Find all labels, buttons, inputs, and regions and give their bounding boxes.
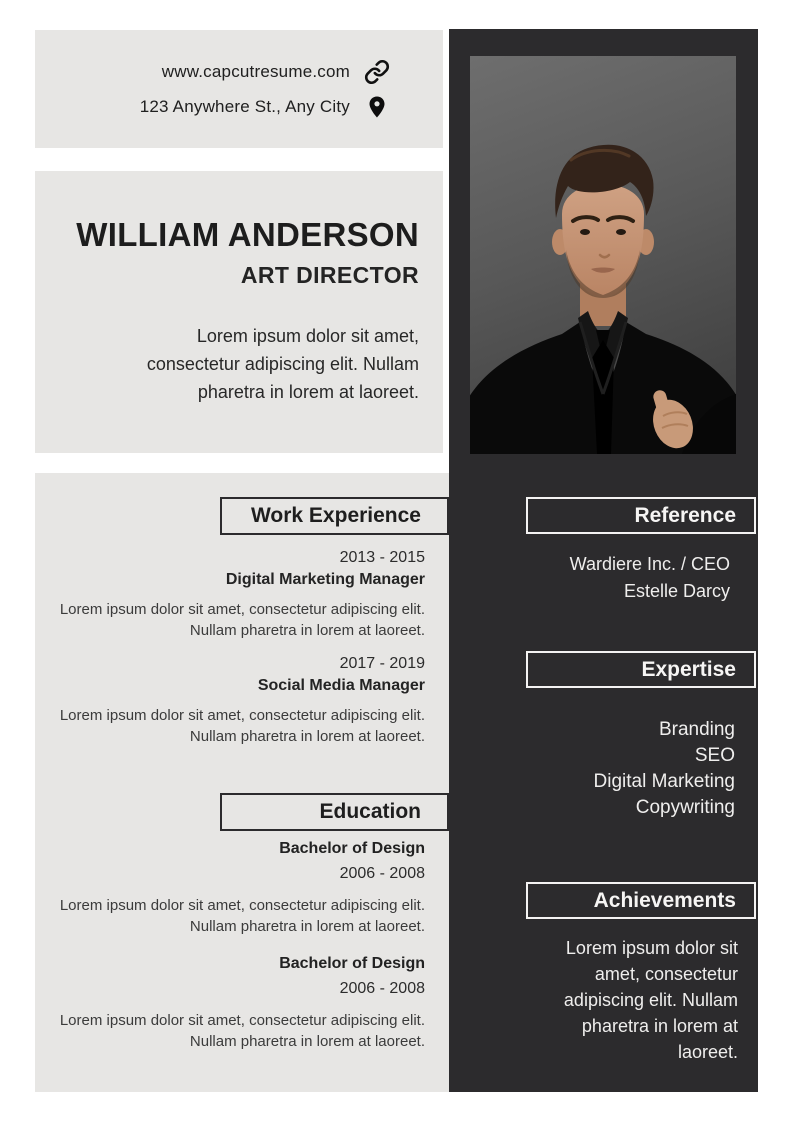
reference-details bbox=[449, 551, 758, 605]
left-column bbox=[35, 30, 449, 1092]
person-name: WILLIAM ANDERSON bbox=[76, 216, 419, 253]
address-text: 123 Anywhere St., Any City bbox=[139, 96, 350, 116]
work-entry-dates: 2017 - 2019 bbox=[339, 655, 425, 672]
name-block bbox=[35, 171, 443, 453]
reference-name: Estelle Darcy bbox=[623, 581, 730, 601]
link-icon[interactable] bbox=[364, 59, 390, 85]
education-degree: Bachelor of Design bbox=[279, 955, 425, 972]
work-entry-role: Social Media Manager bbox=[257, 677, 425, 694]
education-entry bbox=[35, 840, 449, 937]
education-entry bbox=[35, 955, 449, 1052]
achievements-text: Lorem ipsum dolor sit amet, consectetur adipiscing elit. Nullam pharetra in lorem at laoreet. bbox=[563, 938, 738, 1062]
reference-company-role: Wardiere Inc. / CEO bbox=[569, 554, 730, 574]
left-main-block bbox=[35, 473, 449, 1092]
profile-summary: Lorem ipsum dolor sit amet, consectetur adipiscing elit. Nullam pharetra in lorem at laoreet. bbox=[146, 325, 419, 402]
location-pin-icon bbox=[364, 94, 390, 120]
education-dates: 2006 - 2008 bbox=[339, 980, 425, 997]
expertise-item: Branding bbox=[658, 719, 735, 740]
work-entry bbox=[35, 655, 449, 747]
expertise-item: Digital Marketing bbox=[593, 771, 735, 792]
expertise-item: Copywriting bbox=[635, 797, 735, 818]
portrait-photo bbox=[470, 56, 736, 454]
contact-block bbox=[35, 30, 443, 148]
education-description: Lorem ipsum dolor sit amet, consectetur adipiscing elit. Nullam pharetra in lorem at laoreet. bbox=[59, 1012, 425, 1050]
reference-heading: Reference bbox=[526, 497, 756, 534]
website-row bbox=[162, 59, 390, 85]
education-degree: Bachelor of Design bbox=[279, 840, 425, 857]
education-dates: 2006 - 2008 bbox=[339, 865, 425, 882]
job-title: ART DIRECTOR bbox=[240, 261, 419, 288]
work-experience-heading: Work Experience bbox=[220, 497, 449, 535]
expertise-heading: Expertise bbox=[526, 651, 756, 688]
address-row bbox=[140, 94, 390, 120]
work-entry-description: Lorem ipsum dolor sit amet, consectetur adipiscing elit. Nullam pharetra in lorem at laoreet. bbox=[59, 601, 425, 639]
right-column bbox=[449, 29, 758, 1092]
work-entry-description: Lorem ipsum dolor sit amet, consectetur adipiscing elit. Nullam pharetra in lorem at laoreet. bbox=[59, 707, 425, 745]
achievements-heading: Achievements bbox=[526, 882, 756, 919]
work-entry bbox=[35, 549, 449, 641]
work-entry-role: Digital Marketing Manager bbox=[225, 571, 425, 588]
website-link[interactable]: www.capcutresume.com bbox=[161, 61, 350, 81]
work-entry-dates: 2013 - 2015 bbox=[339, 549, 425, 566]
education-description: Lorem ipsum dolor sit amet, consectetur adipiscing elit. Nullam pharetra in lorem at laoreet. bbox=[59, 897, 425, 935]
expertise-item: SEO bbox=[694, 745, 735, 766]
expertise-list bbox=[449, 717, 758, 821]
education-heading: Education bbox=[220, 793, 449, 831]
